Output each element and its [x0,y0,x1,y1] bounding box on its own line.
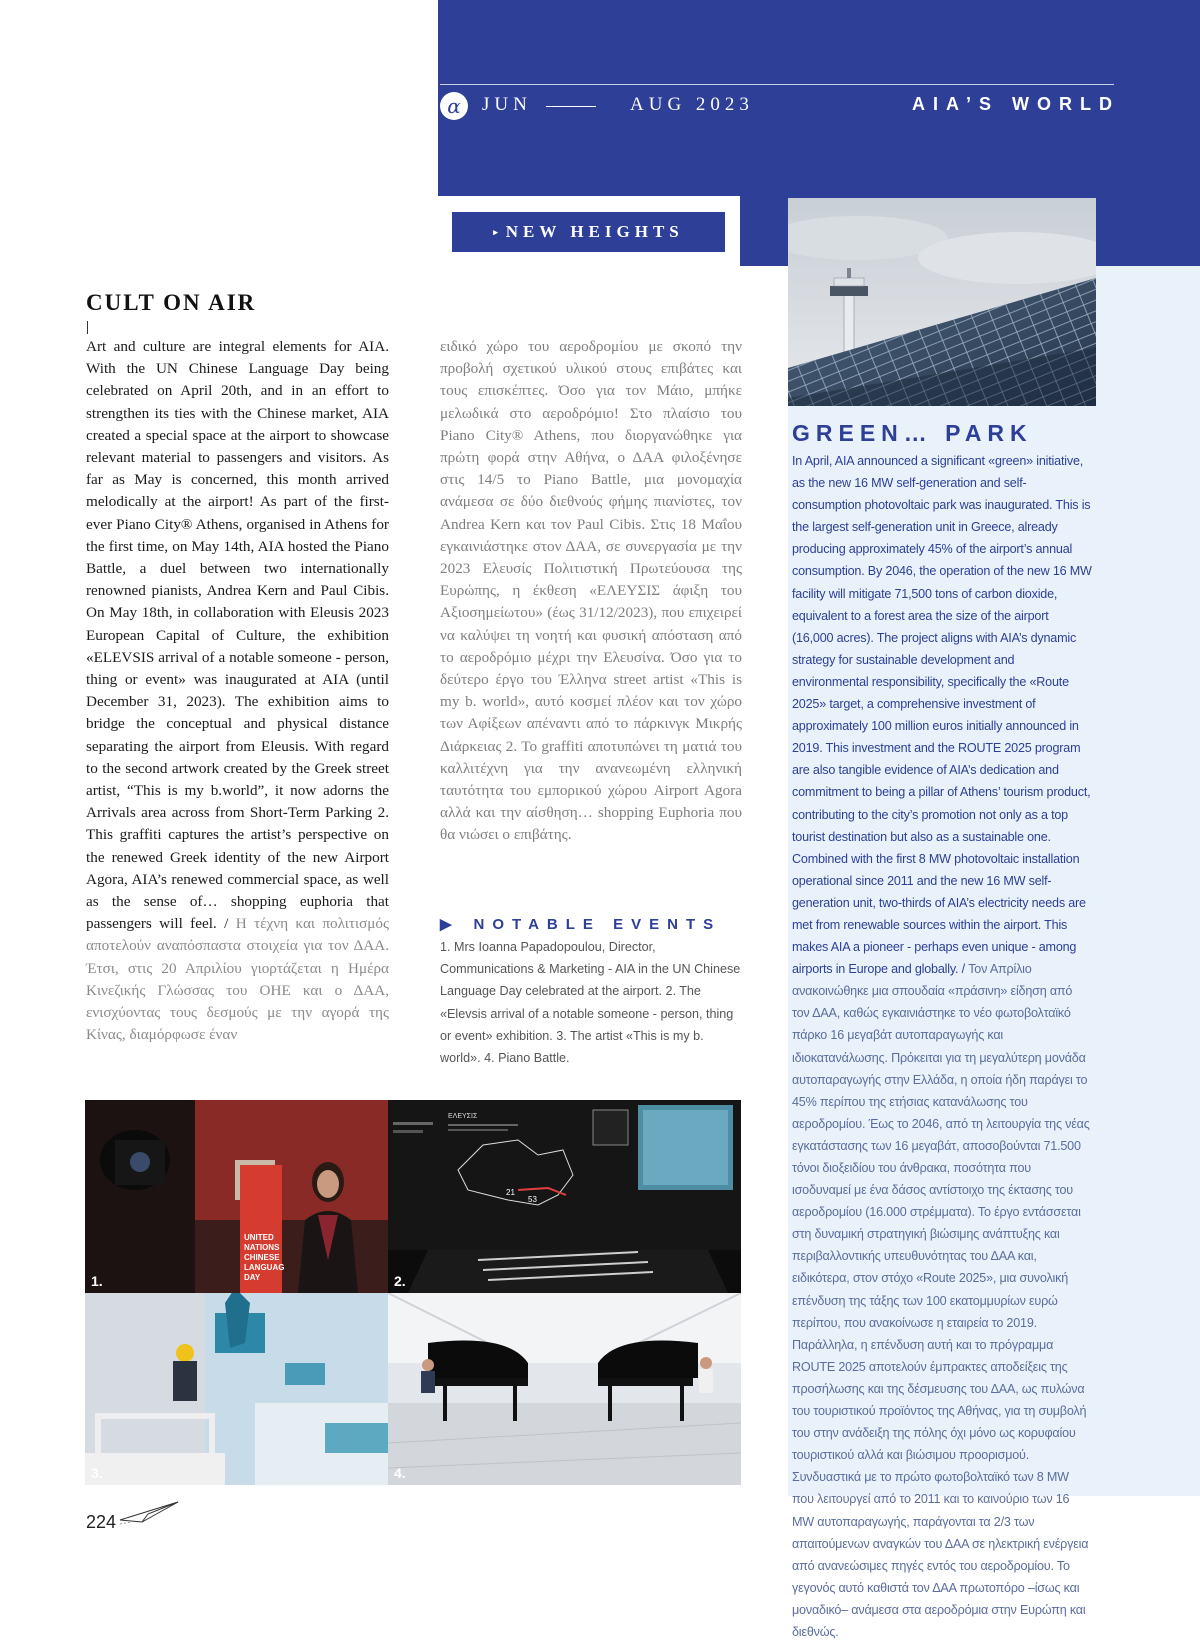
article-body-en: Art and culture are integral elements for AIA. With the UN Chinese Language Day being celebrated on April 20th, and in an effort to strengthen its ties with the Chinese market, AIA created a special space at the airport to showcase relevant material to passengers and visitors. As far as May is concerned, this month arrived melodically at the airport! As part of the first-ever Piano City® Athens, organised in Athens for the first time, on May 14th, AIA hosted the Piano Battle, a duel between two internationally renowned pianists, Andrea Kern and Paul Cibis. On May 18th, in collaboration with Eleusis 2023 European Capital of Culture, the exhibition «ELEVSIS arrival of a notable someone - person, thing or event» was inaugurated at AIA (until December 31, 2023). The exhibition aims to bridge the conceptual and physical distance separating the airport from Eleusis. With regard to the second artwork created by the Greek street artist, “This is my b.world”, it now adorns the Arrivals area across from Short-Term Parking 2. This graffiti captures the artist’s perspective on the renewed Greek identity of the new Airport Agora, AIA’s renewed commercial space, as well as the sense of… shopping euphoria that passengers will feel. / [86,338,389,933]
issue-date-to: AUG 2023 [630,94,754,115]
title-rule [87,321,88,334]
page-number: 224 [86,1512,117,1532]
photo-2-number: 2. [394,1273,406,1289]
date-dash [546,106,596,107]
notable-events-text: 1. Mrs Ioanna Papadopoulou, Director, Communications & Marketing - AIA in the UN Chinese Language Day celebrated at the airport. 2. The «Elevsis arrival of a notable someone - person, thing or event» exhibition. 3. The artist «This is my b. world». 4. Piano Battle. [440,940,741,1066]
article-title: CULT ON AIR [86,290,257,315]
solar-park-illustration [788,198,1096,406]
green-park-title: GREEN… PARK [792,420,1033,446]
photo-1-number: 1. [91,1273,103,1289]
photo-2-map-number-2: 53 [528,1195,537,1204]
photo-2-illustration [388,1100,741,1293]
photo-elevsis-exhibition [388,1100,741,1293]
article-body-gr: Η τέχνη και πολιτισμός αποτελούν αναπόσπαστα στοιχεία για τον ΔΑΑ. Έτσι, στις 20 Απριλίου γιορτάζεται η Ημέρα Κινεζικής Γλώσσας του ΟΗΕ και ο ΔΑΑ, ενισχύοντας τους δεσμούς με την αγορά της Κίνας, διαμόρφωσε έναν [86,915,390,1044]
green-park-body-en: In April, AIA announced a significant «green» initiative, as the new 16 MW self-generation and self-consumption photovoltaic park was inaugurated. This is the largest self-generation unit in Greece, already producing approximately 45% of the airport’s annual consumption. By 2046, the operation of the new 16 MW facility will mitigate 71,500 tons of carbon dioxide, equivalent to a forest area the size of the airport (16,000 acres). The project aligns with AIA’s dynamic strategy for sustainable development and environmental responsibility, specifically the «Route 2025» target, a comprehensive investment of approximately 100 million euros initially announced in 2019. This investment and the ROUTE 2025 program are also tangible evidence of AIA’s dedication and commitment to being a pillar of Athens’ tourism product, contributing to the city’s promotion not only as a top tourist destination but also as a sustainable one. Combined with the first 8 MW photovoltaic installation operational since 2011 and the new 16 MW self-generation unit, two-thirds of AIA’s electricity needs are met from renewable sources within the airport. This makes AIA a pioneer - perhaps even unique - among airports in Europe and globally. / [792,454,1092,977]
section-name: AIA’S WORLD [912,94,1120,114]
tag-label: NEW HEIGHTS [505,222,684,241]
photo-4-illustration [388,1293,741,1485]
tag-arrow-icon: ▸ [493,227,503,237]
solar-park-photo [788,198,1096,406]
issue-date-from: JUN [482,94,532,115]
article-column-1 [86,336,389,1047]
photo-1-banner-text: UNITED NATIONS CHINESE LANGUAG DAY [244,1233,285,1282]
photo-piano-battle [388,1293,741,1485]
notable-events-title: NOTABLE EVENTS [473,916,722,933]
header-rule [440,84,1114,85]
play-triangle-icon: ▶ [440,916,452,933]
section-tag [452,212,725,252]
photo-2-map-number-1: 21 [506,1188,515,1197]
magazine-logo-icon: α [440,92,468,120]
photo-3-number: 3. [91,1465,103,1481]
photo-4-number: 4. [394,1465,406,1481]
notable-events-heading [440,915,721,933]
photo-street-artist [85,1293,388,1485]
photo-chinese-language-day [85,1100,388,1293]
article-column-2 [440,336,742,847]
paper-plane-icon [118,1500,180,1526]
photo-2-header: ΕΛΕΥΣΙΣ [448,1113,478,1120]
green-park-body-gr: Τον Απρίλιο ανακοινώθηκε μια σπουδαία «πράσινη» είδηση από τον ΔΑΑ, καθώς εγκαινιάστηκε το νέο φωτοβολταϊκό πάρκο 16 μεγαβάτ αυτοπαραγωγής και ιδιοκατανάλωσης. Πρόκειται για τη μεγαλύτερη μονάδα αυτοπαραγωγής στην Ελλάδα, η οποία ήδη παράγει το 45% περίπου της ετήσιας κατανάλωσης του αεροδρομίου. Έως το 2046, από τη λειτουργία της νέας εγκατάστασης των 16 μεγαβάτ, αποσοβούνται 71.500 τόνοι διοξειδίου του άνθρακα, ποσότητα που ισοδυναμεί με ένα δάσος αντίστοιχο της έκτασης του αεροδρομίου (16.000 στρέμματα). Το έργο εντάσσεται στη δυναμική στρατηγική βιώσιμης ανάπτυξης και περιβαλλοντικής υπευθυνότητας του ΔΑΑ και, ειδικότερα, στον στόχο «Route 2025», μια συνολική επένδυση της τάξης των 100 εκατομμυρίων ευρώ περίπου, που ανακοίνωσε η εταιρεία το 2019. Παράλληλα, η επένδυση αυτή και το πρόγραμμα ROUTE 2025 αποτελούν έμπρακτες αποδείξεις της προσήλωσης και της δέσμευσης του ΔΑΑ, ως πυλώνα του τουριστικού προϊόντος της Αθήνας, για τη συμβολή του στην ανάδειξη της πόλης όχι μόνο ως κορυφαίου τουριστικού αλλά και βιώσιμου προορισμού. Συνδυαστικά με το πρώτο φωτοβολταϊκό των 8 MW που λειτουργεί από το 2011 και το καινούριο των 16 MW αυτοπαραγωγής, παράγονται τα 2/3 των απαιτούμενων αναγκών του ΔΑΑ σε ηλεκτρική ενέργεια από ανανεώσιμες πηγές εντός του αεροδρομίου. Το γεγονός αυτό καθιστά τον ΔΑΑ πρωτοπόρο –ίσως και μοναδικό– ανάμεσα στα αεροδρόμια στην Ευρώπη και διεθνώς. [792,962,1090,1639]
photo-1-illustration [85,1100,388,1293]
green-park-body [792,450,1092,1643]
article-body-gr-cont: ειδικό χώρο του αεροδρομίου με σκοπό την προβολή σχετικού υλικού στους επιβάτες και τους επισκέπτες. Όσο για τον Μάιο, μπήκε μελωδικά στο αεροδρόμιο! Στο πλαίσιο του Piano City® Athens, που διοργανώθηκε για πρώτη φορά στην Αθήνα, ο ΔΑΑ φιλοξένησε στις 14/5 το Piano Battle, μια μονομαχία ανάμεσα σε δύο διεθνούς φήμης πιανίστες, τον Andrea Kern και τον Paul Cibis. Στις 18 Μαΐου εγκαινιάστηκε στον ΔΑΑ, σε συνεργασία με την 2023 Ελευσίς Πολιτιστική Πρωτεύουσα της Ευρώπης, η έκθεση «ΕΛΕΥΣΙΣ άφιξη του Αξιοσημείωτου» (έως 31/12/2023), που επιχειρεί να καλύψει τη νοητή και φυσική απόσταση από το αεροδρόμιο μέχρι την Ελευσίνα. Όσο για το δεύτερο έργο του Έλληνα street artist «This is my b. world», αυτό κοσμεί πλέον και τον χώρο των Αφίξεων απέναντι από το πάρκινγκ Μικρής Διάρκειας 2. Το graffiti αποτυπώνει τη ματιά του καλλιτέχνη για την ανανεωμένη ελληνική ταυτότητα του εμπορικού χώρου Airport Agora αλλά και την αίσθηση… shopping Euphoria που θα νιώσει ο επιβάτης. [440,338,742,844]
photo-3-illustration [85,1293,388,1485]
